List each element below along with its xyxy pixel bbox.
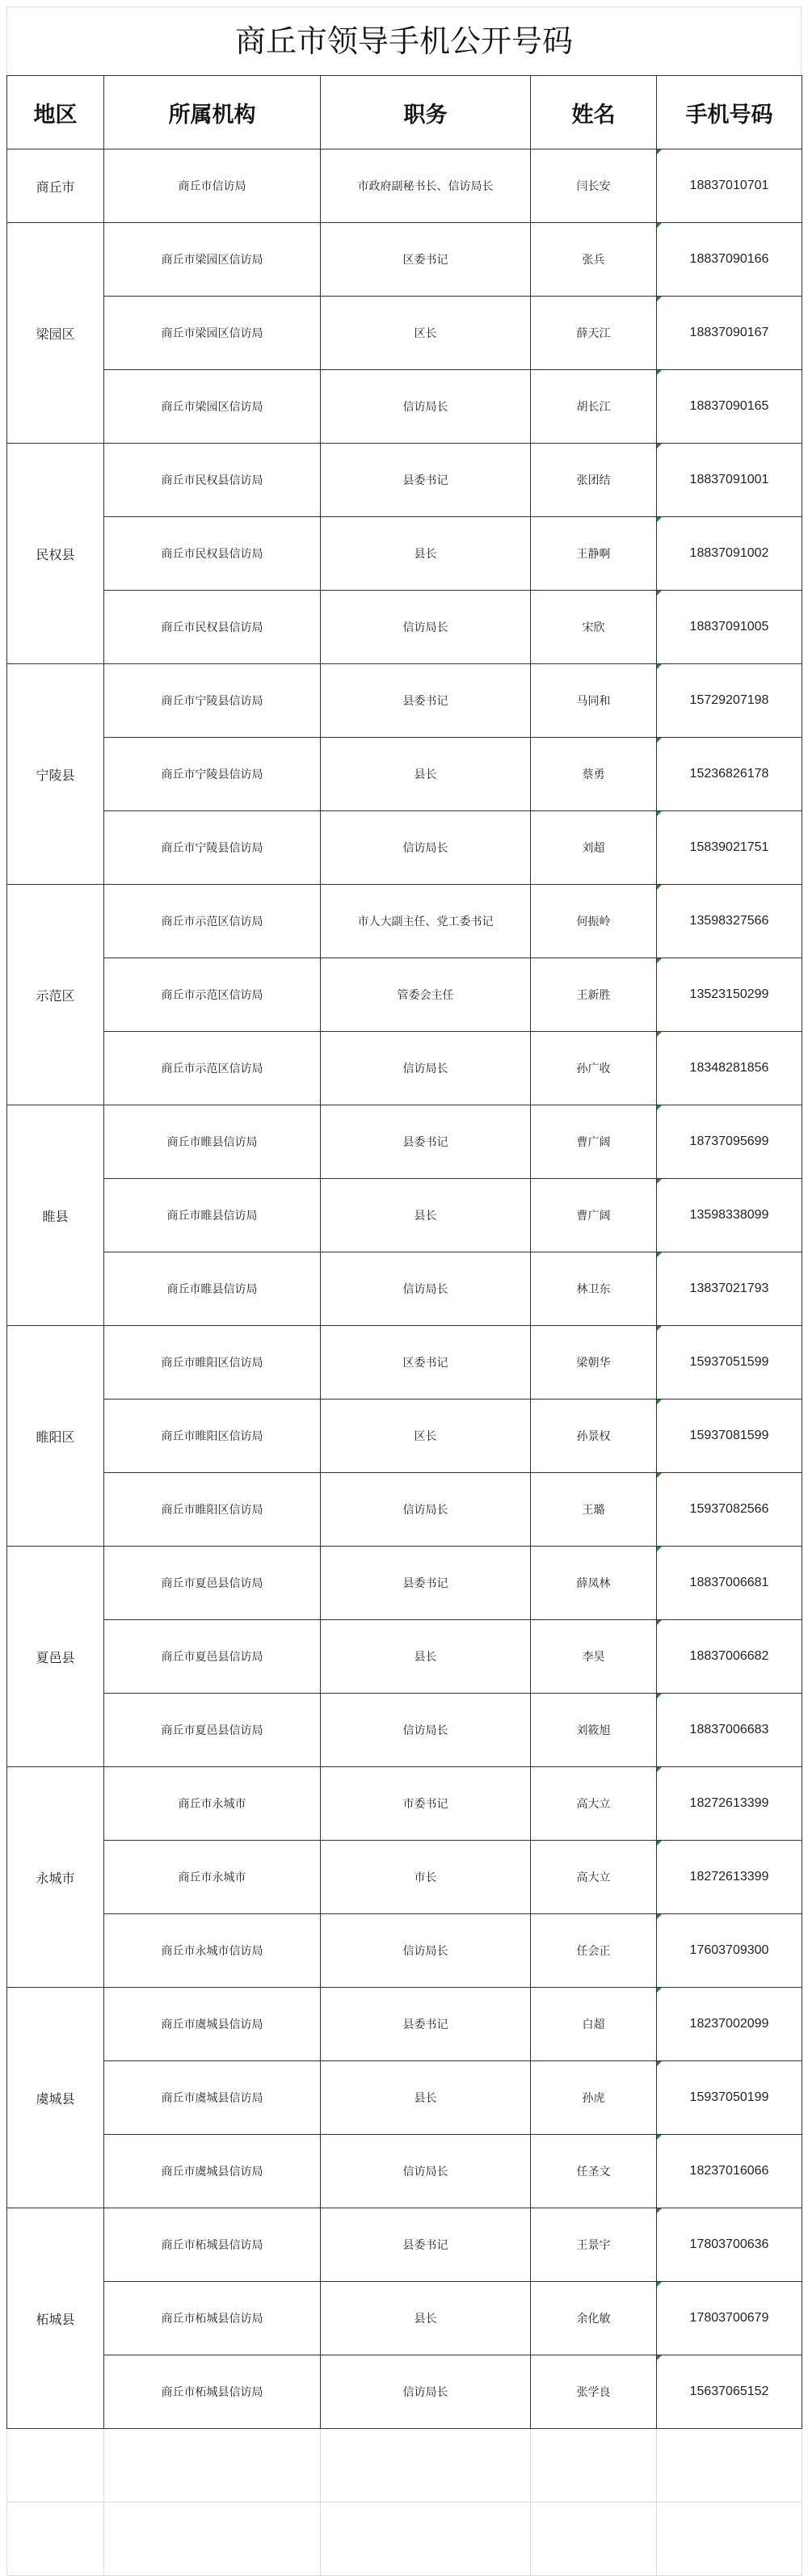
org-cell: 商丘市夏邑县信访局 — [104, 1620, 321, 1694]
org-cell: 商丘市梁园区信访局 — [104, 297, 321, 370]
phone-cell: 15729207198 — [657, 664, 802, 738]
area-cell: 睢县 — [7, 1105, 104, 1326]
phone-cell: 15937050199 — [657, 2061, 802, 2135]
table-row — [7, 2135, 802, 2208]
position-cell: 信访局长 — [321, 811, 531, 885]
org-cell: 商丘市信访局 — [104, 149, 321, 223]
header-area: 地区 — [7, 76, 104, 149]
area-cell: 商丘市 — [7, 149, 104, 223]
org-cell: 商丘市永城市 — [104, 1841, 321, 1914]
org-cell: 商丘市睢县信访局 — [104, 1179, 321, 1252]
position-cell: 市长 — [321, 1841, 531, 1914]
org-cell: 商丘市睢县信访局 — [104, 1252, 321, 1326]
empty-cell — [657, 2502, 802, 2576]
org-cell: 商丘市民权县信访局 — [104, 591, 321, 664]
org-cell: 商丘市夏邑县信访局 — [104, 1547, 321, 1620]
position-cell: 信访局长 — [321, 1473, 531, 1547]
phone-cell: 18348281856 — [657, 1032, 802, 1105]
table-row — [7, 1400, 802, 1473]
name-cell: 高大立 — [531, 1767, 657, 1841]
header-row — [7, 76, 802, 149]
phone-cell: 13598327566 — [657, 885, 802, 958]
table-body — [7, 149, 802, 2576]
position-cell: 县委书记 — [321, 1105, 531, 1179]
phone-cell: 17803700636 — [657, 2208, 802, 2282]
header-org: 所属机构 — [104, 76, 321, 149]
phone-cell: 18837010701 — [657, 149, 802, 223]
org-cell: 商丘市梁园区信访局 — [104, 223, 321, 297]
spreadsheet — [6, 6, 802, 2576]
position-cell: 信访局长 — [321, 1914, 531, 1988]
empty-cell — [104, 2502, 321, 2576]
phone-cell: 18272613399 — [657, 1767, 802, 1841]
area-cell: 梁园区 — [7, 223, 104, 444]
name-cell: 刘超 — [531, 811, 657, 885]
table-row — [7, 2355, 802, 2429]
name-cell: 刘筱旭 — [531, 1694, 657, 1767]
table-row — [7, 149, 802, 223]
header-position: 职务 — [321, 76, 531, 149]
org-cell: 商丘市永城市 — [104, 1767, 321, 1841]
phone-cell: 18837006681 — [657, 1547, 802, 1620]
phone-cell: 18837090167 — [657, 297, 802, 370]
org-cell: 商丘市柘城县信访局 — [104, 2282, 321, 2355]
name-cell: 张学良 — [531, 2355, 657, 2429]
table-row — [7, 1547, 802, 1620]
table-row — [7, 591, 802, 664]
phone-cell: 15236826178 — [657, 738, 802, 811]
phone-cell: 18837090166 — [657, 223, 802, 297]
org-cell: 商丘市民权县信访局 — [104, 517, 321, 591]
phone-cell: 17803700679 — [657, 2282, 802, 2355]
name-cell: 余化敏 — [531, 2282, 657, 2355]
org-cell: 商丘市柘城县信访局 — [104, 2208, 321, 2282]
position-cell: 信访局长 — [321, 2135, 531, 2208]
table-row — [7, 2282, 802, 2355]
table-row — [7, 1473, 802, 1547]
name-cell: 王新胜 — [531, 958, 657, 1032]
name-cell: 薛天江 — [531, 297, 657, 370]
org-cell: 商丘市睢阳区信访局 — [104, 1400, 321, 1473]
table-row — [7, 1620, 802, 1694]
table-row — [7, 1914, 802, 1988]
name-cell: 胡长江 — [531, 370, 657, 444]
org-cell: 商丘市宁陵县信访局 — [104, 664, 321, 738]
empty-cell — [7, 2429, 104, 2502]
area-cell: 宁陵县 — [7, 664, 104, 885]
org-cell: 商丘市宁陵县信访局 — [104, 811, 321, 885]
table-row — [7, 2208, 802, 2282]
area-cell: 夏邑县 — [7, 1547, 104, 1767]
position-cell: 信访局长 — [321, 1032, 531, 1105]
table-row — [7, 1767, 802, 1841]
name-cell: 白超 — [531, 1988, 657, 2061]
name-cell: 蔡勇 — [531, 738, 657, 811]
phone-cell: 17603709300 — [657, 1914, 802, 1988]
phone-cell: 18237016066 — [657, 2135, 802, 2208]
phone-cell: 18237002099 — [657, 1988, 802, 2061]
position-cell: 县长 — [321, 517, 531, 591]
area-cell: 睢阳区 — [7, 1326, 104, 1547]
name-cell: 宋欣 — [531, 591, 657, 664]
area-cell: 虞城县 — [7, 1988, 104, 2208]
phone-cell: 18837006682 — [657, 1620, 802, 1694]
table-row — [7, 223, 802, 297]
phone-cell: 15637065152 — [657, 2355, 802, 2429]
org-cell: 商丘市梁园区信访局 — [104, 370, 321, 444]
name-cell: 马同和 — [531, 664, 657, 738]
position-cell: 区长 — [321, 297, 531, 370]
empty-row — [7, 2502, 802, 2576]
org-cell: 商丘市宁陵县信访局 — [104, 738, 321, 811]
org-cell: 商丘市民权县信访局 — [104, 444, 321, 517]
position-cell: 区委书记 — [321, 1326, 531, 1400]
name-cell: 任圣文 — [531, 2135, 657, 2208]
name-cell: 王静啊 — [531, 517, 657, 591]
table-row — [7, 1841, 802, 1914]
phone-cell: 13598338099 — [657, 1179, 802, 1252]
org-cell: 商丘市睢县信访局 — [104, 1105, 321, 1179]
position-cell: 县委书记 — [321, 1547, 531, 1620]
name-cell: 何振岭 — [531, 885, 657, 958]
table-row — [7, 1105, 802, 1179]
position-cell: 县长 — [321, 1179, 531, 1252]
org-cell: 商丘市示范区信访局 — [104, 885, 321, 958]
table-row — [7, 885, 802, 958]
phone-cell: 15937082566 — [657, 1473, 802, 1547]
name-cell: 李昊 — [531, 1620, 657, 1694]
phone-cell: 18737095699 — [657, 1105, 802, 1179]
position-cell: 市人大副主任、党工委书记 — [321, 885, 531, 958]
name-cell: 任会正 — [531, 1914, 657, 1988]
table-row — [7, 517, 802, 591]
table-row — [7, 1988, 802, 2061]
empty-cell — [7, 2502, 104, 2576]
phone-cell: 18837006683 — [657, 1694, 802, 1767]
name-cell: 曹广阔 — [531, 1179, 657, 1252]
phone-cell: 13837021793 — [657, 1252, 802, 1326]
empty-row — [7, 2429, 802, 2502]
org-cell: 商丘市示范区信访局 — [104, 1032, 321, 1105]
contact-table — [6, 75, 802, 2576]
empty-cell — [657, 2429, 802, 2502]
empty-cell — [321, 2502, 531, 2576]
position-cell: 县委书记 — [321, 664, 531, 738]
table-row — [7, 297, 802, 370]
phone-cell: 18837091005 — [657, 591, 802, 664]
name-cell: 梁朝华 — [531, 1326, 657, 1400]
name-cell: 薛凤林 — [531, 1547, 657, 1620]
position-cell: 信访局长 — [321, 1252, 531, 1326]
org-cell: 商丘市永城市信访局 — [104, 1914, 321, 1988]
table-row — [7, 1326, 802, 1400]
position-cell: 县长 — [321, 1620, 531, 1694]
name-cell: 王景宇 — [531, 2208, 657, 2282]
org-cell: 商丘市虞城县信访局 — [104, 1988, 321, 2061]
table-row — [7, 1032, 802, 1105]
position-cell: 县委书记 — [321, 1988, 531, 2061]
empty-cell — [321, 2429, 531, 2502]
name-cell: 曹广阔 — [531, 1105, 657, 1179]
org-cell: 商丘市睢阳区信访局 — [104, 1473, 321, 1547]
name-cell: 高大立 — [531, 1841, 657, 1914]
name-cell: 孙广收 — [531, 1032, 657, 1105]
org-cell: 商丘市虞城县信访局 — [104, 2061, 321, 2135]
table-row — [7, 2061, 802, 2135]
table-row — [7, 738, 802, 811]
position-cell: 县长 — [321, 2282, 531, 2355]
position-cell: 市委书记 — [321, 1767, 531, 1841]
table-row — [7, 958, 802, 1032]
phone-cell: 15937081599 — [657, 1400, 802, 1473]
org-cell: 商丘市虞城县信访局 — [104, 2135, 321, 2208]
name-cell: 孙景权 — [531, 1400, 657, 1473]
phone-cell: 18837091001 — [657, 444, 802, 517]
org-cell: 商丘市睢阳区信访局 — [104, 1326, 321, 1400]
phone-cell: 18272613399 — [657, 1841, 802, 1914]
phone-cell: 18837090165 — [657, 370, 802, 444]
position-cell: 县委书记 — [321, 444, 531, 517]
phone-cell: 15839021751 — [657, 811, 802, 885]
header-name: 姓名 — [531, 76, 657, 149]
position-cell: 市政府副秘书长、信访局长 — [321, 149, 531, 223]
position-cell: 信访局长 — [321, 2355, 531, 2429]
org-cell: 商丘市夏邑县信访局 — [104, 1694, 321, 1767]
org-cell: 商丘市示范区信访局 — [104, 958, 321, 1032]
empty-cell — [104, 2429, 321, 2502]
name-cell: 孙虎 — [531, 2061, 657, 2135]
area-cell: 永城市 — [7, 1767, 104, 1988]
name-cell: 王璐 — [531, 1473, 657, 1547]
area-cell: 民权县 — [7, 444, 104, 664]
empty-cell — [531, 2502, 657, 2576]
area-cell: 示范区 — [7, 885, 104, 1105]
area-cell: 柘城县 — [7, 2208, 104, 2429]
page-title: 商丘市领导手机公开号码 — [6, 6, 802, 75]
org-cell: 商丘市柘城县信访局 — [104, 2355, 321, 2429]
position-cell: 信访局长 — [321, 1694, 531, 1767]
table-row — [7, 664, 802, 738]
name-cell: 张兵 — [531, 223, 657, 297]
position-cell: 区长 — [321, 1400, 531, 1473]
table-row — [7, 1252, 802, 1326]
phone-cell: 18837091002 — [657, 517, 802, 591]
table-row — [7, 1179, 802, 1252]
phone-cell: 13523150299 — [657, 958, 802, 1032]
position-cell: 县委书记 — [321, 2208, 531, 2282]
name-cell: 张团结 — [531, 444, 657, 517]
position-cell: 信访局长 — [321, 591, 531, 664]
header-phone: 手机号码 — [657, 76, 802, 149]
position-cell: 县长 — [321, 738, 531, 811]
name-cell: 闫长安 — [531, 149, 657, 223]
position-cell: 信访局长 — [321, 370, 531, 444]
position-cell: 管委会主任 — [321, 958, 531, 1032]
position-cell: 县长 — [321, 2061, 531, 2135]
table-row — [7, 444, 802, 517]
table-row — [7, 811, 802, 885]
table-row — [7, 370, 802, 444]
empty-cell — [531, 2429, 657, 2502]
position-cell: 区委书记 — [321, 223, 531, 297]
name-cell: 林卫东 — [531, 1252, 657, 1326]
table-row — [7, 1694, 802, 1767]
phone-cell: 15937051599 — [657, 1326, 802, 1400]
